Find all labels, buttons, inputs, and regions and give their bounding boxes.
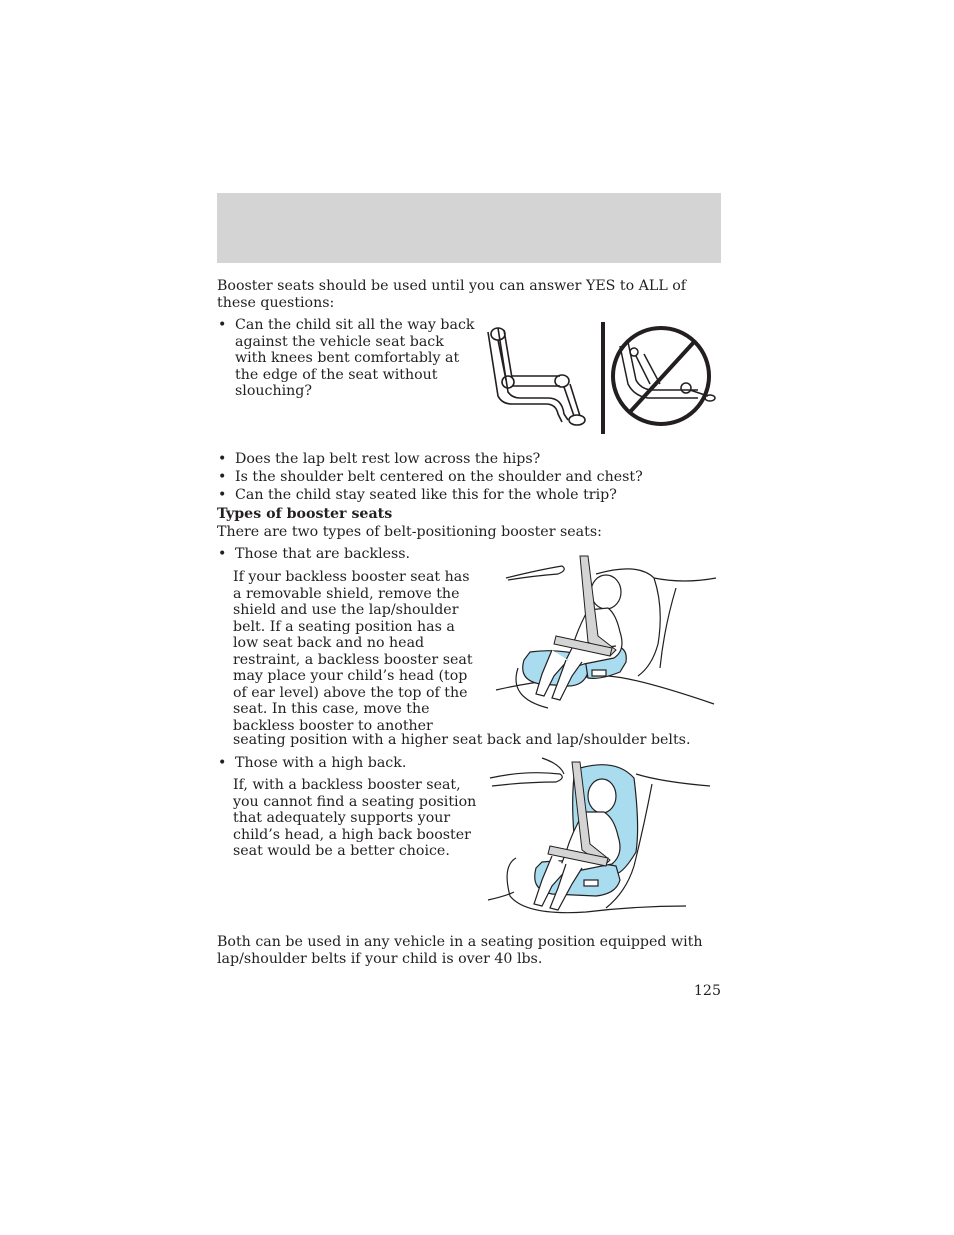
- backless-paragraph-continuation: seating position with a higher seat back and lap/shoulder belts.: [233, 732, 691, 748]
- page-number: 125: [693, 983, 721, 999]
- closing-paragraph: Both can be used in any vehicle in a seating position equipped with lap/shoulder belts if your child is over 40 lbs.: [217, 934, 703, 967]
- bullet-marker: •: [218, 487, 227, 503]
- checklist-item-text: Can the child sit all the way back against the vehicle seat back with knees bent comfortably at the edge of the seat without slouching?: [235, 317, 475, 399]
- correct-posture-figure: [488, 328, 585, 425]
- bullet-marker: •: [218, 317, 227, 333]
- bullet-highback-text: Those with a high back.: [235, 755, 407, 771]
- backless-booster-illustration: [488, 548, 720, 714]
- divider-bar: [601, 322, 605, 434]
- backless-paragraph: If your backless booster seat has a removable shield, remove the shield and use the lap/shoulder belt. If a seating position has a low seat back and no head restraint, a backless booster seat may place your child’s head (top of ear level) above the top of the seat. In this case, move the backless booster to another: [233, 569, 473, 734]
- highback-paragraph: If, with a backless booster seat, you cannot find a seating position that adequately supports your child’s head, a high back booster seat would be a better choice.: [233, 777, 477, 859]
- section-header-band: [217, 193, 721, 263]
- prohibition-icon: [613, 328, 709, 424]
- types-intro: There are two types of belt-positioning booster seats:: [217, 524, 602, 540]
- bullet-backless-text: Those that are backless.: [235, 546, 411, 562]
- seat-posture-illustration: [484, 318, 720, 438]
- bullet-marker: •: [218, 546, 227, 562]
- bullet-marker: •: [218, 755, 227, 771]
- intro-paragraph: Booster seats should be used until you can answer YES to ALL of these questions:: [217, 278, 687, 311]
- checklist-item-text: Can the child stay seated like this for the whole trip?: [235, 487, 617, 503]
- checklist-item-text: Is the shoulder belt centered on the shoulder and chest?: [235, 469, 643, 485]
- bullet-marker: •: [218, 451, 227, 467]
- high-back-booster-illustration: [486, 756, 712, 920]
- types-heading: Types of booster seats: [217, 506, 393, 522]
- checklist-item-text: Does the lap belt rest low across the hips?: [235, 451, 541, 467]
- bullet-marker: •: [218, 469, 227, 485]
